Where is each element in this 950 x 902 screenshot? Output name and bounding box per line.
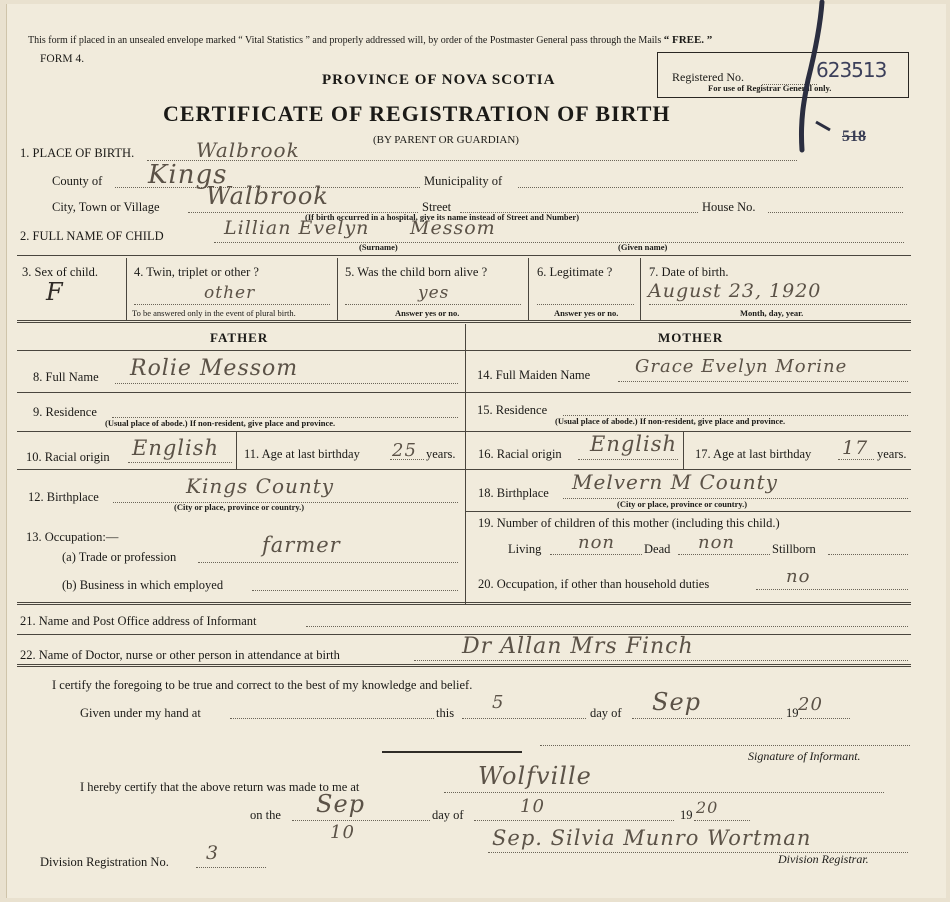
twin-note: To be answered only in the event of plural birth. bbox=[132, 308, 296, 318]
place-of-birth-value: Walbrook bbox=[196, 138, 300, 162]
mother-occupation-label: 20. Occupation, if other than household duties bbox=[478, 577, 710, 591]
given-day-value: 5 bbox=[492, 692, 505, 713]
father-birthplace-label: 12. Birthplace bbox=[28, 490, 99, 504]
father-birthplace-value: Kings County bbox=[186, 474, 335, 498]
mother-years-label: years. bbox=[877, 447, 907, 461]
on-the-label: on the bbox=[250, 808, 281, 822]
pen-stroke-mark bbox=[780, 0, 840, 160]
mother-birthplace-label: 18. Birthplace bbox=[478, 486, 549, 500]
stillborn-label: Stillborn bbox=[772, 542, 816, 556]
county-value: Kings bbox=[148, 160, 228, 190]
mother-residence-note: (Usual place of abode.) If non-resident, give place and province. bbox=[555, 416, 786, 426]
city-value: Walbrook bbox=[206, 182, 329, 210]
legitimate-note: Answer yes or no. bbox=[554, 308, 619, 318]
registered-no-label: Registered No. bbox=[672, 70, 744, 84]
city-label: City, Town or Village bbox=[52, 200, 160, 214]
sex-value: F bbox=[46, 278, 64, 306]
given-name-caption: (Given name) bbox=[618, 242, 668, 252]
signature-informant-caption: Signature of Informant. bbox=[748, 749, 861, 763]
division-registration-label: Division Registration No. bbox=[40, 855, 169, 869]
year-prefix-label-2: 19 bbox=[680, 808, 693, 822]
registrar-general-note: For use of Registrar General only. bbox=[708, 83, 832, 93]
certify-statement: I certify the foregoing to be true and correct to the best of my knowledge and belief. bbox=[52, 678, 473, 692]
born-alive-value: yes bbox=[418, 283, 450, 303]
father-residence-label: 9. Residence bbox=[33, 405, 97, 419]
sex-label: 3. Sex of child. bbox=[22, 265, 99, 279]
hereby-certify-label: I hereby certify that the above return was made to me at bbox=[80, 780, 360, 794]
legitimate-label: 6. Legitimate ? bbox=[537, 265, 613, 279]
living-label: Living bbox=[508, 542, 542, 556]
struck-number: 518 bbox=[842, 128, 866, 145]
date-of-birth-value: August 23, 1920 bbox=[648, 280, 822, 302]
child-surname-value: Lillian Evelyn bbox=[224, 217, 370, 239]
occupation-label: 13. Occupation:— bbox=[26, 530, 119, 544]
mother-age-value: 17 bbox=[842, 437, 869, 459]
dead-value: non bbox=[698, 532, 736, 553]
father-age-value: 25 bbox=[392, 440, 417, 461]
trade-value: farmer bbox=[262, 533, 341, 557]
doctor-label: 22. Name of Doctor, nurse or other person in attendance at birth bbox=[20, 648, 340, 662]
registrar-date-note: 10 bbox=[330, 822, 355, 843]
province-heading: PROVINCE OF NOVA SCOTIA bbox=[322, 72, 556, 88]
certificate-subtitle: (BY PARENT OR GUARDIAN) bbox=[373, 134, 519, 146]
on-the-value: Sep bbox=[316, 790, 366, 818]
postal-notice-text: This form if placed in an unsealed envelope marked “ Vital Statistics ” and properly addressed will, by order of the Postmaster General pass through the Mails bbox=[28, 35, 662, 46]
place-of-birth-label: 1. PLACE OF BIRTH. bbox=[20, 146, 135, 160]
date-of-birth-note: Month, day, year. bbox=[740, 308, 804, 318]
county-label: County of bbox=[52, 174, 103, 188]
children-count-label: 19. Number of children of this mother (including this child.) bbox=[478, 516, 780, 530]
twin-label: 4. Twin, triplet or other ? bbox=[134, 265, 259, 279]
day-of-label-2: day of bbox=[432, 808, 464, 822]
mother-residence-label: 15. Residence bbox=[477, 403, 548, 417]
child-name-label: 2. FULL NAME OF CHILD bbox=[20, 229, 164, 243]
mother-heading: MOTHER bbox=[658, 330, 724, 345]
business-label: (b) Business in which employed bbox=[62, 578, 224, 592]
mother-birthplace-value: Melvern M County bbox=[572, 470, 778, 494]
given-under-label: Given under my hand at bbox=[80, 706, 201, 720]
father-name-label: 8. Full Name bbox=[33, 370, 99, 384]
twin-value: other bbox=[204, 283, 256, 303]
father-racial-label: 10. Racial origin bbox=[26, 450, 110, 464]
mother-birthplace-note: (City or place, province or country.) bbox=[617, 499, 748, 509]
municipality-label: Municipality of bbox=[424, 174, 503, 188]
trade-label: (a) Trade or profession bbox=[62, 550, 177, 564]
father-heading: FATHER bbox=[210, 330, 269, 345]
registration-number: 623513 bbox=[816, 58, 887, 82]
certificate-title: CERTIFICATE OF REGISTRATION OF BIRTH bbox=[163, 101, 671, 126]
postal-notice-free: “ FREE. ” bbox=[663, 34, 713, 46]
mother-age-label: 17. Age at last birthday bbox=[695, 447, 812, 461]
father-residence-note: (Usual place of abode.) If non-resident, give place and province. bbox=[105, 418, 336, 428]
father-age-label: 11. Age at last birthday bbox=[244, 447, 360, 461]
mother-name-value: Grace Evelyn Morine bbox=[635, 356, 848, 377]
informant-label: 21. Name and Post Office address of Informant bbox=[20, 614, 257, 628]
living-value: non bbox=[578, 532, 616, 553]
registrar-signature: Sep. Silvia Munro Wortman bbox=[492, 826, 812, 850]
made-at-value: Wolfville bbox=[478, 762, 592, 790]
hospital-note: (If birth occurred in a hospital, give its name instead of Street and Number) bbox=[305, 212, 580, 222]
mother-name-label: 14. Full Maiden Name bbox=[477, 368, 591, 382]
born-alive-note: Answer yes or no. bbox=[395, 308, 460, 318]
this-label: this bbox=[436, 706, 455, 720]
father-name-value: Rolie Messom bbox=[130, 356, 299, 381]
born-alive-label: 5. Was the child born alive ? bbox=[345, 265, 488, 279]
mother-racial-value: English bbox=[590, 432, 678, 456]
given-month-value: Sep bbox=[652, 688, 702, 716]
child-given-value: Messom bbox=[410, 217, 496, 239]
mother-occupation-value: no bbox=[786, 566, 811, 587]
dead-label: Dead bbox=[644, 542, 671, 556]
form-number: FORM 4. bbox=[40, 53, 85, 65]
year-prefix-label: 19 bbox=[786, 706, 799, 720]
date-of-birth-label: 7. Date of birth. bbox=[649, 265, 729, 279]
father-racial-value: English bbox=[132, 436, 220, 460]
given-year-value: 20 bbox=[798, 694, 823, 715]
mother-racial-label: 16. Racial origin bbox=[478, 447, 562, 461]
day-of-value-2: 10 bbox=[520, 796, 545, 817]
year-value-2: 20 bbox=[696, 798, 719, 817]
division-registration-value: 3 bbox=[206, 842, 220, 864]
father-birthplace-note: (City or place, province or country.) bbox=[174, 502, 305, 512]
father-years-label: years. bbox=[426, 447, 456, 461]
day-of-label: day of bbox=[590, 706, 622, 720]
house-no-label: House No. bbox=[702, 200, 756, 214]
street-label: Street bbox=[422, 200, 452, 214]
postal-notice bbox=[28, 34, 712, 46]
doctor-value: Dr Allan Mrs Finch bbox=[462, 634, 694, 659]
division-registrar-caption: Division Registrar. bbox=[778, 852, 869, 866]
surname-caption: (Surname) bbox=[359, 242, 398, 252]
